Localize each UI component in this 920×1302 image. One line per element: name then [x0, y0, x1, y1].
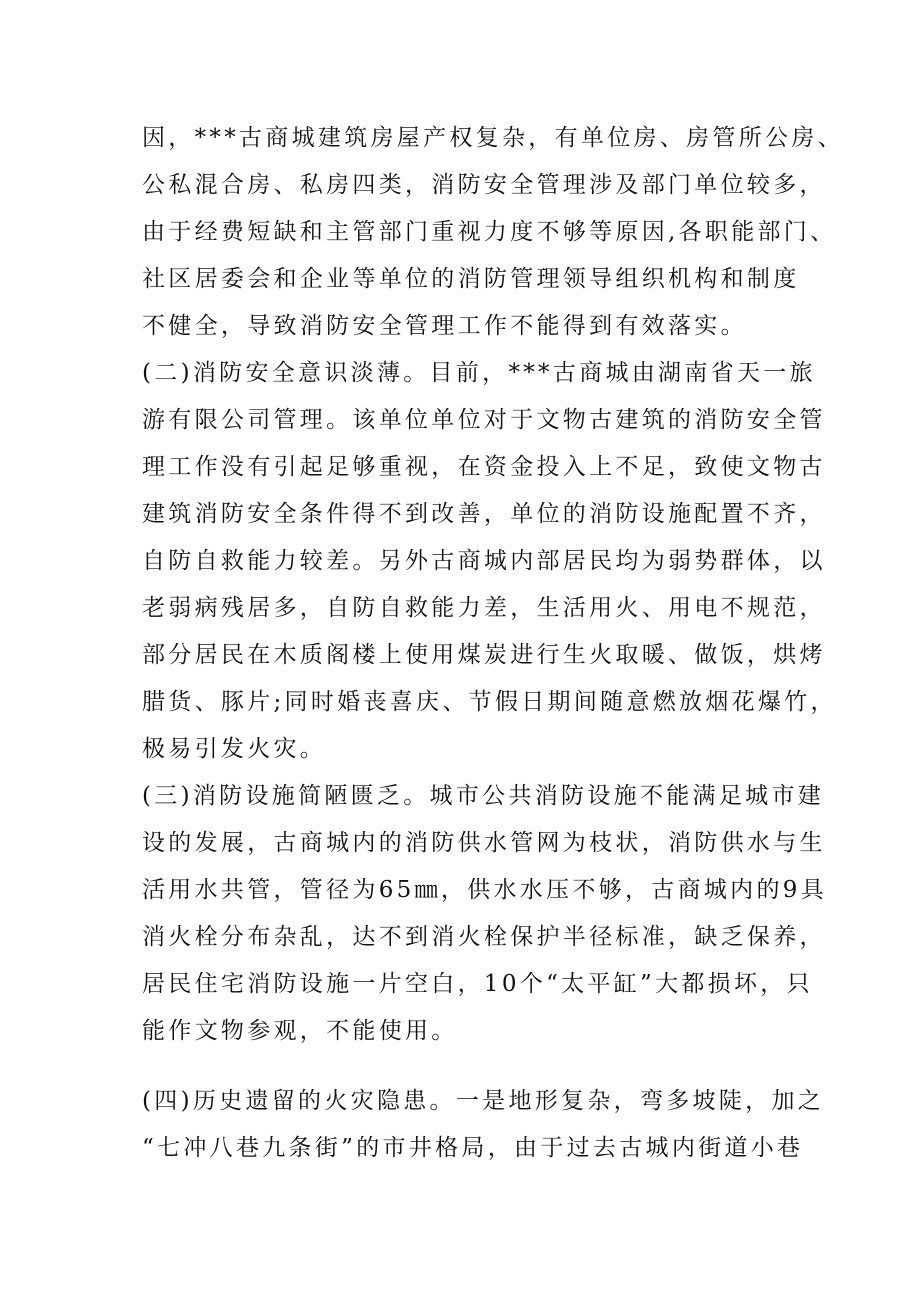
- text-line: 部分居民在木质阁楼上使用煤炭进行生火取暖、做饭，烘烤: [142, 642, 826, 668]
- text-line: 游有限公司管理。该单位单位对于文物古建筑的消防安全管: [142, 407, 826, 433]
- text-line: 理工作没有引起足够重视，在资金投入上不足，致使文物古: [142, 454, 826, 480]
- text-line: 消火栓分布杂乱，达不到消火栓保护半径标准，缺乏保养，: [142, 924, 826, 950]
- text-line: 不健全，导致消防安全管理工作不能得到有效落实。: [142, 313, 747, 339]
- text-line: 老弱病残居多，自防自救能力差，生活用火、用电不规范，: [142, 595, 826, 621]
- text-line: 因，***古商城建筑房屋产权复杂，有单位房、房管所公房、: [142, 125, 844, 151]
- text-line: 居民住宅消防设施一片空白，10个“太平缸”大都损坏，只: [142, 971, 813, 997]
- text-line: 腊货、豚片;同时婚丧喜庆、节假日期间随意燃放烟花爆竹，: [142, 689, 837, 715]
- text-line: 能作文物参观，不能使用。: [142, 1018, 458, 1044]
- text-line: 极易引发火灾。: [142, 736, 327, 762]
- text-line: “七冲八巷九条街”的市井格局，由于过去古城内街道小巷: [142, 1135, 804, 1161]
- text-line: 公私混合房、私房四类，消防安全管理涉及部门单位较多，: [142, 172, 826, 198]
- section-heading-line: (三)消防设施简陋匮乏。城市公共消防设施不能满足城市建: [142, 783, 825, 809]
- section-heading-line: (二)消防安全意识淡薄。目前，***古商城由湖南省天一旅: [142, 360, 816, 386]
- text-line: 社区居委会和企业等单位的消防管理领导组织机构和制度: [142, 266, 800, 292]
- text-line: 由于经费短缺和主管部门重视力度不够等原因,各职能部门、: [142, 219, 837, 245]
- text-line: 活用水共管，管径为65㎜，供水水压不够，古商城内的9具: [142, 877, 827, 903]
- text-line: 设的发展，古商城内的消防供水管网为枝状，消防供水与生: [142, 830, 826, 856]
- text-line: 建筑消防安全条件得不到改善，单位的消防设施配置不齐，: [142, 501, 826, 527]
- section-heading-line: (四)历史遗留的火灾隐患。一是地形复杂，弯多坡陡，加之: [142, 1088, 825, 1114]
- text-line: 自防自救能力较差。另外古商城内部居民均为弱势群体，以: [142, 548, 826, 574]
